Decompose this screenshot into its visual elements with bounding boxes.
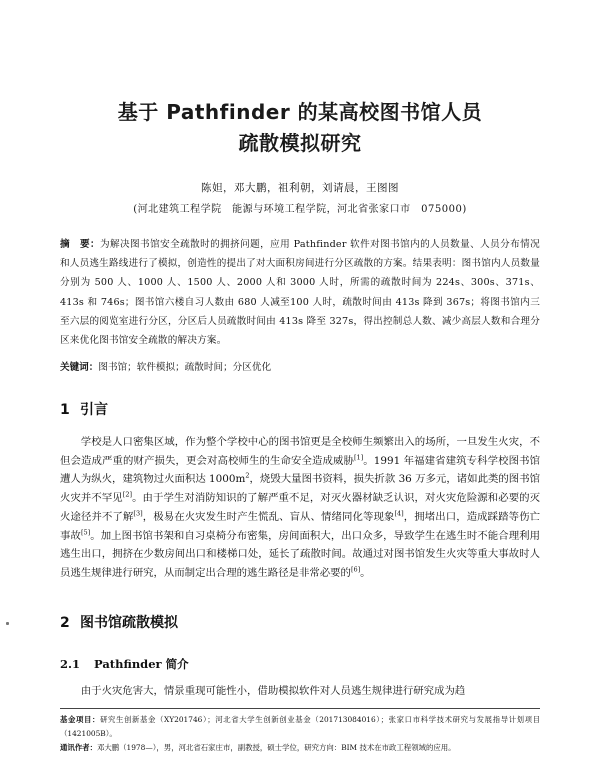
abstract [60,235,540,350]
paper-title-line-1: 基于 Pathfinder 的某高校图书馆人员 [117,100,483,124]
footnote-author-label: 通讯作者： [60,743,97,752]
footnote-corresponding-author [60,741,540,755]
text-run: 。加上图书馆书架和自习桌椅分布密集，房间面积大，出口众多，导致学生在逃生时不能合理利用逃生出口，拥挤在少数房间出口和楼梯口处，延长了疏散时间。故通过对图书馆发生火灾等重大事故时人员逃生规律进行研究，从而制定出合理的逃生路径是非常必要的 [60,529,541,579]
citation-ref[interactable]: [5] [80,528,91,537]
introduction-paragraph [60,433,540,583]
subsection-number: 2.1 [60,657,81,671]
footnote-divider [60,708,540,709]
author-list: 陈妲，邓大鹏，祖利朝，刘请晨，王图图 [201,182,399,194]
section-title: 图书馆疏散模拟 [80,615,178,631]
paper-title-line-2: 疏散模拟研究 [238,131,362,155]
abstract-label: 摘 要： [60,239,101,250]
superscript: 2 [245,471,250,480]
text-run: ，烧毁大量图书资料，损失折款 36 万多元，诸如此类的图书馆火灾并不罕见 [60,473,540,505]
section-heading-introduction [60,399,108,419]
citation-ref[interactable]: [2] [122,490,132,499]
footnote-funding-label: 基金项目： [60,715,100,724]
citation-ref[interactable]: [1] [353,453,364,462]
footnote-funding [60,713,540,741]
citation-ref[interactable]: [6] [350,565,361,574]
section-number: 1 [60,402,70,418]
section-heading-evacuation [60,612,178,632]
section-number: 2 [60,615,70,631]
subsection-title: Pathfinder 简介 [94,657,189,671]
text-run: 。 [360,566,371,579]
keywords-text: 图书馆；软件模拟；疏散时间；分区优化 [98,362,272,373]
text-run: 。1991 年福建省建筑专科学校图书馆遭人为纵火，建筑物过火面积达 1000m [60,454,540,486]
footnote-funding-text: 研究生创新基金（XY201746）；河北省大学生创新创业基金（201713084016）；张家口市科学技术研究与发展指导计划项目（1421005B）。 [60,715,540,738]
text-run: ，拥堵出口，造成踩踏等伤亡事故 [60,510,541,542]
section-title: 引言 [80,402,108,418]
text-run: 学校是人口密集区域，作为整个学校中心的图书馆更是全校师生频繁出入的场所，一旦发生火灾，不但会造成严重的财产损失，更会对高校师生的生命安全造成威胁 [60,436,540,467]
keywords-label: 关键词： [60,362,99,373]
abstract-text: 为解决图书馆安全疏散时的拥挤问题，应用 Pathfinder 软件对图书馆内的人员数量、人员分布情况和人员逃生路线进行了模拟，创造性的提出了对大面积房间进行分区疏散的方案。结果表明：图书馆内人员数量分别为 500 人、1000 人、1500 人、2000 人和 3000 人时，所需的疏散时间为 224s、300s、371s、413s 和 746s；图书馆六楼自习人数由 680 人减至100 人时，疏散时间由 413s 降到 367s；将图书馆内三至六层的阅览室进行分区，分区后人员疏散时间由 413s 降至 327s，得出控制总人数、减少高层人数和合理分区来优化图书馆安全疏散的解决方案。 [60,239,540,347]
margin-mark [6,622,9,625]
citation-ref[interactable]: [3] [133,509,143,518]
affiliation: (河北建筑工程学院 能源与环境工程学院，河北省张家口市 075000) [133,204,467,215]
keywords [60,360,540,376]
citation-ref[interactable]: [4] [394,509,404,518]
footnote-author-text: 邓大鹏（1978—），男，河北省石家庄市，副教授，硕士学位，研究方向：BIM 技术在市政工程领域的应用。 [96,743,456,752]
text-run: 。由于学生对消防知识的了解严重不足，对灭火器材缺乏认识，对火灾危险源和必要的灭火途径并不了解 [60,492,541,523]
pathfinder-paragraph: 由于火灾危害大，情景重现可能性小，借助模拟软件对人员逃生规律进行研究成为趋 [80,685,466,697]
subsection-heading-pathfinder [60,656,189,672]
text-run: ，极易在火灾发生时产生慌乱、盲从、情绪同化等现象 [142,510,395,523]
